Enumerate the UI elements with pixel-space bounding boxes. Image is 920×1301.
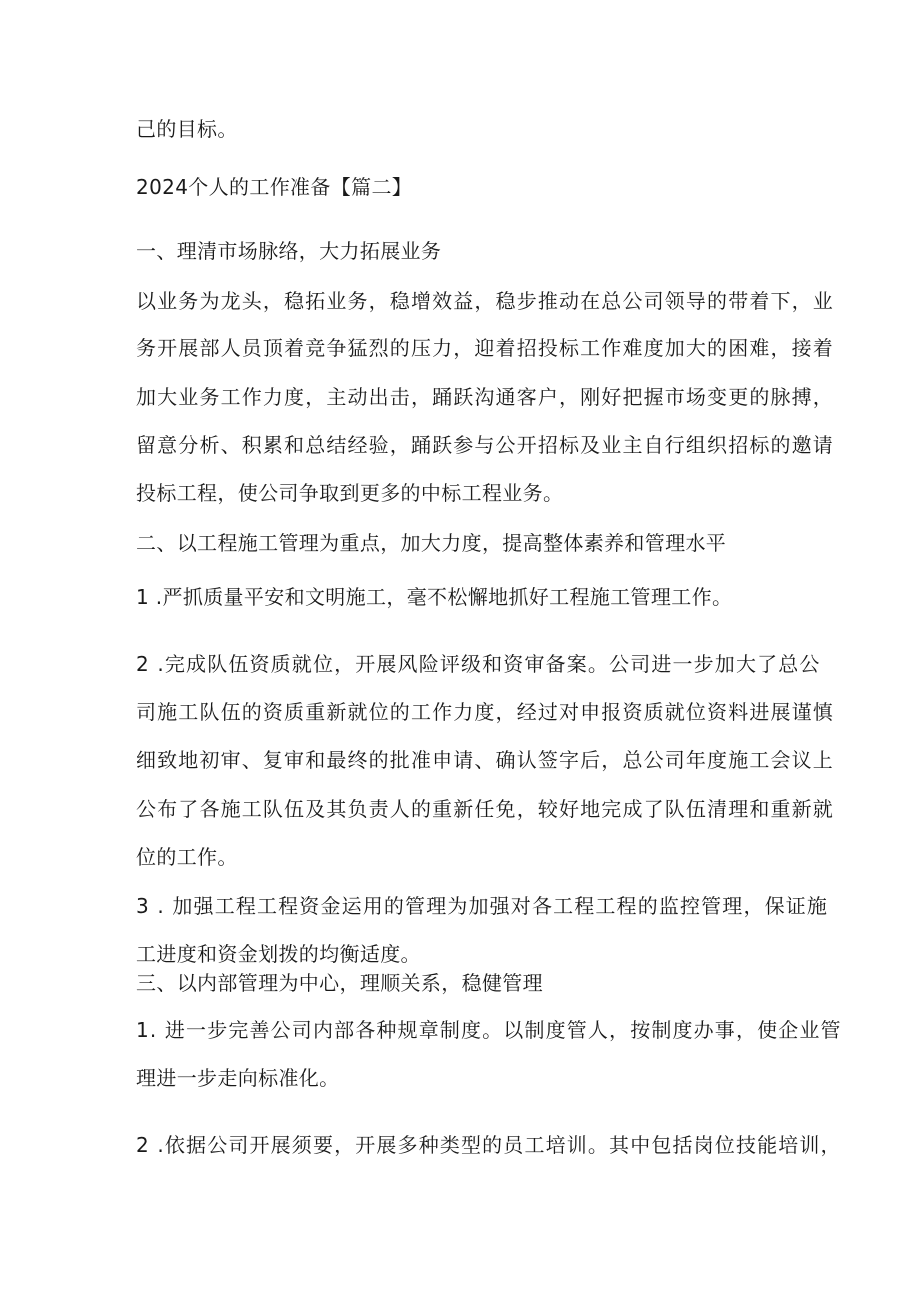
text-line: 司施工队伍的资质重新就位的工作力度，经过对申报资质就位资料进展谨慎 [136,700,834,724]
list-item: 2 .依据公司开展须要，开展多种类型的员工培训。其中包括岗位技能培训， [136,1133,842,1157]
heading-two: 二、以工程施工管理为重点，加大力度，提高整体素养和管理水平 [136,531,727,555]
text-line: 己的目标。 [136,117,238,141]
text-line: 以业务为龙头，稳拓业务，稳增效益，稳步推动在总公司领导的带着下，业 [136,289,834,313]
text-line: 位的工作。 [136,845,238,869]
text-line: 公布了各施工队伍及其负责人的重新任免，较好地完成了队伍清理和重新就 [136,797,834,821]
list-item: 2 .完成队伍资质就位，开展风险评级和资审备案。公司进一步加大了总公 [136,652,821,676]
text-line: 工进度和资金划拨的均衡适度。 [136,942,421,966]
section-title: 2024个人的工作准备【篇二】 [136,175,413,199]
text-line: 留意分析、积累和总结经验，踊跃参与公开招标及业主自行组织招标的邀请 [136,433,834,457]
list-item: 3 . 加强工程工程资金运用的管理为加强对各工程工程的监控管理，保证施 [136,894,829,918]
text-line: 投标工程，使公司争取到更多的中标工程业务。 [136,481,564,505]
text-line: 加大业务工作力度，主动出击，踊跃沟通客户，刚好把握市场变更的脉搏， [136,385,834,409]
heading-three: 三、以内部管理为中心，理顺关系，稳健管理 [136,971,543,995]
heading-one: 一、理清市场脉络，大力拓展业务 [136,239,442,263]
list-item: 1. 进一步完善公司内部各种规章制度。以制度管人，按制度办事，使企业管 [136,1018,842,1042]
text-line: 细致地初审、复审和最终的批准申请、确认签字后，总公司年度施工会议上 [136,748,834,772]
text-line: 理进一步走向标准化。 [136,1066,340,1090]
text-line: 务开展部人员顶着竞争猛烈的压力，迎着招投标工作难度加大的困难，接着 [136,336,834,360]
list-item: 1 .严抓质量平安和文明施工，毫不松懈地抓好工程施工管理工作。 [136,585,733,609]
